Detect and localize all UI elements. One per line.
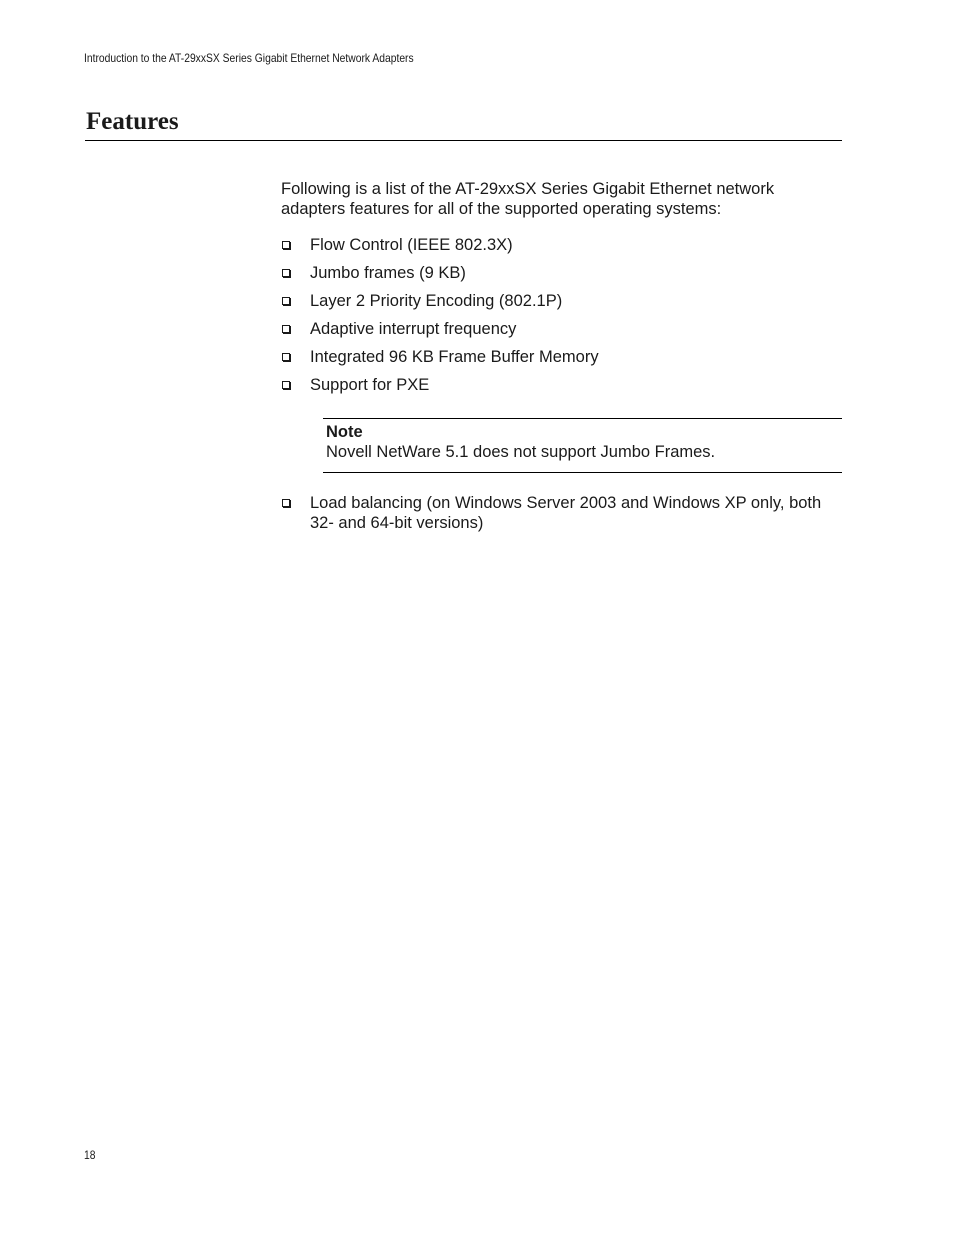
feature-list-continued	[281, 493, 842, 533]
list-item-text: Jumbo frames (9 KB)	[310, 264, 466, 282]
note-text: Novell NetWare 5.1 does not support Jumbo Frames.	[326, 443, 716, 461]
list-item	[281, 493, 842, 533]
list-item-text: Flow Control (IEEE 802.3X)	[310, 236, 513, 254]
list-item-text: Integrated 96 KB Frame Buffer Memory	[310, 348, 599, 366]
section-title: Features	[86, 108, 179, 135]
list-item	[281, 347, 842, 375]
list-item-text: Layer 2 Priority Encoding (802.1P)	[310, 292, 563, 310]
main-content	[281, 179, 842, 533]
list-item-text: Support for PXE	[310, 376, 430, 394]
list-item	[281, 375, 842, 403]
list-item	[281, 291, 842, 319]
feature-list	[281, 235, 842, 403]
square-bullet-icon	[282, 297, 290, 305]
intro-paragraph: Following is a list of the AT-29xxSX Series Gigabit Ethernet network adapters features for all of the supported operating systems:	[281, 180, 775, 218]
running-header: Introduction to the AT-29xxSX Series Gigabit Ethernet Network Adapters	[84, 51, 414, 65]
square-bullet-icon	[282, 241, 290, 249]
note-label: Note	[326, 423, 363, 441]
title-rule	[85, 140, 842, 141]
square-bullet-icon	[282, 325, 290, 333]
list-item	[281, 235, 842, 263]
page-number: 18	[84, 1148, 96, 1162]
list-item	[281, 263, 842, 291]
square-bullet-icon	[282, 499, 290, 507]
list-item	[281, 319, 842, 347]
square-bullet-icon	[282, 381, 290, 389]
list-item-text: Adaptive interrupt frequency	[310, 320, 517, 338]
note-box	[323, 418, 842, 473]
list-item-text: Load balancing (on Windows Server 2003 and Windows XP only, both 32- and 64-bit versions)	[310, 494, 822, 532]
square-bullet-icon	[282, 353, 290, 361]
square-bullet-icon	[282, 269, 290, 277]
